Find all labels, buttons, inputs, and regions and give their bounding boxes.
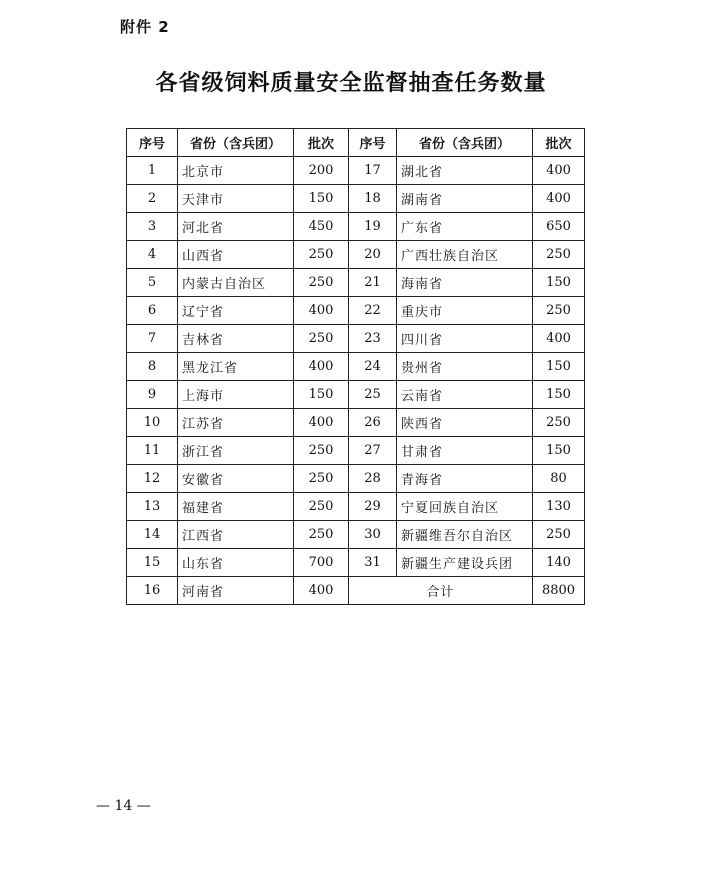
batches-cell: 250 [533, 521, 585, 549]
province-cell: 广西壮族自治区 [397, 241, 533, 269]
page-number: — 14 — [96, 798, 151, 814]
header-province-right: 省份（含兵团） [397, 129, 533, 157]
batches-cell: 250 [294, 241, 349, 269]
province-cell: 重庆市 [397, 297, 533, 325]
table-row [127, 465, 585, 493]
batches-cell: 450 [294, 213, 349, 241]
province-cell: 内蒙古自治区 [178, 269, 294, 297]
seq-cell: 20 [349, 241, 397, 269]
province-cell: 黑龙江省 [178, 353, 294, 381]
province-cell: 新疆生产建设兵团 [397, 549, 533, 577]
province-cell: 山东省 [178, 549, 294, 577]
seq-cell: 26 [349, 409, 397, 437]
table-row [127, 493, 585, 521]
province-cell: 辽宁省 [178, 297, 294, 325]
seq-cell: 7 [127, 325, 178, 353]
batches-cell: 140 [533, 549, 585, 577]
batches-cell: 400 [294, 297, 349, 325]
header-batches-left: 批次 [294, 129, 349, 157]
table-row [127, 185, 585, 213]
seq-cell: 30 [349, 521, 397, 549]
province-cell: 北京市 [178, 157, 294, 185]
batches-cell: 400 [294, 409, 349, 437]
batches-cell: 400 [533, 185, 585, 213]
table-row [127, 269, 585, 297]
table-row [127, 213, 585, 241]
batches-cell: 700 [294, 549, 349, 577]
batches-cell: 150 [533, 381, 585, 409]
header-seq-left: 序号 [127, 129, 178, 157]
batches-cell: 650 [533, 213, 585, 241]
table-total-row [127, 577, 585, 605]
seq-cell: 10 [127, 409, 178, 437]
batches-cell: 150 [294, 381, 349, 409]
seq-cell: 21 [349, 269, 397, 297]
batches-cell: 150 [533, 437, 585, 465]
province-cell: 海南省 [397, 269, 533, 297]
table-row [127, 157, 585, 185]
attachment-label: 附件 2 [120, 18, 170, 36]
province-cell: 四川省 [397, 325, 533, 353]
province-cell: 河北省 [178, 213, 294, 241]
batches-cell: 250 [294, 493, 349, 521]
batches-cell: 150 [533, 353, 585, 381]
province-cell: 湖南省 [397, 185, 533, 213]
table-row [127, 381, 585, 409]
batches-cell: 250 [294, 465, 349, 493]
seq-cell: 6 [127, 297, 178, 325]
province-cell: 青海省 [397, 465, 533, 493]
province-cell: 江西省 [178, 521, 294, 549]
total-value-cell: 8800 [533, 577, 585, 605]
seq-cell: 17 [349, 157, 397, 185]
batches-cell: 250 [533, 297, 585, 325]
header-batches-right: 批次 [533, 129, 585, 157]
batches-cell: 400 [533, 157, 585, 185]
seq-cell: 2 [127, 185, 178, 213]
seq-cell: 13 [127, 493, 178, 521]
province-cell: 浙江省 [178, 437, 294, 465]
seq-cell: 24 [349, 353, 397, 381]
province-cell: 甘肃省 [397, 437, 533, 465]
province-cell: 广东省 [397, 213, 533, 241]
table-row [127, 353, 585, 381]
total-label-cell: 合计 [349, 577, 533, 605]
province-cell: 安徽省 [178, 465, 294, 493]
province-cell: 湖北省 [397, 157, 533, 185]
seq-cell: 15 [127, 549, 178, 577]
table-header-row [127, 129, 585, 157]
province-cell: 新疆维吾尔自治区 [397, 521, 533, 549]
province-cell: 宁夏回族自治区 [397, 493, 533, 521]
batches-cell: 200 [294, 157, 349, 185]
batches-cell: 400 [294, 353, 349, 381]
seq-cell: 27 [349, 437, 397, 465]
province-cell: 江苏省 [178, 409, 294, 437]
seq-cell: 19 [349, 213, 397, 241]
batches-cell: 250 [294, 521, 349, 549]
table-body [127, 157, 585, 605]
table-row [127, 297, 585, 325]
seq-cell: 8 [127, 353, 178, 381]
seq-cell: 16 [127, 577, 178, 605]
seq-cell: 5 [127, 269, 178, 297]
seq-cell: 1 [127, 157, 178, 185]
table-row [127, 549, 585, 577]
batches-cell: 80 [533, 465, 585, 493]
batches-cell: 250 [533, 241, 585, 269]
table-row [127, 521, 585, 549]
province-cell: 山西省 [178, 241, 294, 269]
seq-cell: 4 [127, 241, 178, 269]
province-cell: 上海市 [178, 381, 294, 409]
seq-cell: 22 [349, 297, 397, 325]
batches-cell: 250 [533, 409, 585, 437]
province-cell: 天津市 [178, 185, 294, 213]
seq-cell: 3 [127, 213, 178, 241]
batches-cell: 250 [294, 437, 349, 465]
province-cell: 福建省 [178, 493, 294, 521]
province-cell: 贵州省 [397, 353, 533, 381]
seq-cell: 23 [349, 325, 397, 353]
inspection-quota-table [126, 128, 585, 605]
batches-cell: 130 [533, 493, 585, 521]
seq-cell: 31 [349, 549, 397, 577]
header-seq-right: 序号 [349, 129, 397, 157]
seq-cell: 11 [127, 437, 178, 465]
header-province-left: 省份（含兵团） [178, 129, 294, 157]
seq-cell: 9 [127, 381, 178, 409]
seq-cell: 12 [127, 465, 178, 493]
batches-cell: 400 [533, 325, 585, 353]
province-cell: 云南省 [397, 381, 533, 409]
batches-cell: 250 [294, 269, 349, 297]
seq-cell: 14 [127, 521, 178, 549]
table-row [127, 437, 585, 465]
seq-cell: 29 [349, 493, 397, 521]
seq-cell: 25 [349, 381, 397, 409]
table-row [127, 325, 585, 353]
batches-cell: 250 [294, 325, 349, 353]
province-cell: 吉林省 [178, 325, 294, 353]
seq-cell: 18 [349, 185, 397, 213]
province-cell: 陕西省 [397, 409, 533, 437]
batches-cell: 150 [533, 269, 585, 297]
province-cell: 河南省 [178, 577, 294, 605]
table-row [127, 409, 585, 437]
batches-cell: 150 [294, 185, 349, 213]
document-title: 各省级饲料质量安全监督抽查任务数量 [155, 70, 547, 96]
table-row [127, 241, 585, 269]
batches-cell: 400 [294, 577, 349, 605]
seq-cell: 28 [349, 465, 397, 493]
